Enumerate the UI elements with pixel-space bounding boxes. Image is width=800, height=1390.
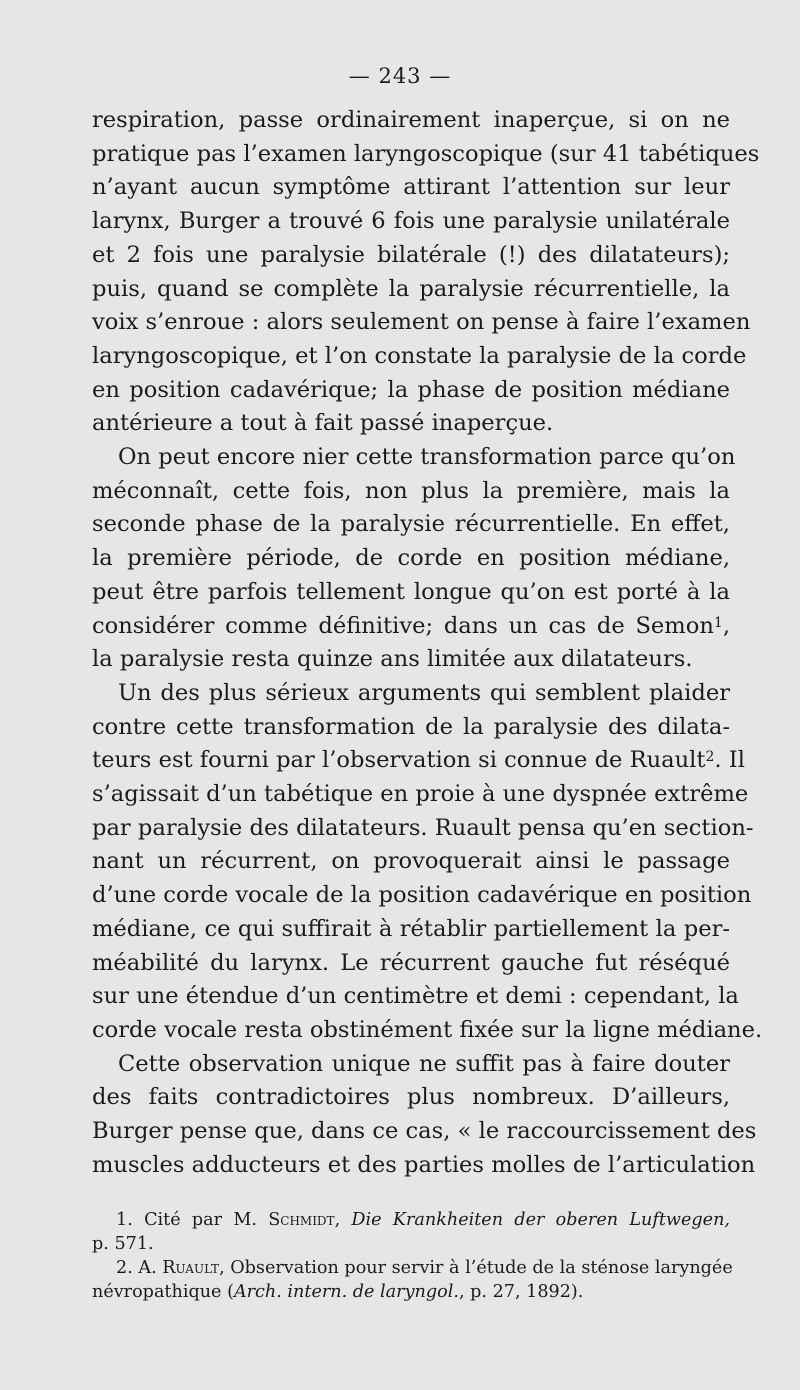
text-line: méabilité du larynx. Le récurrent gauche fut réséqué [92,949,730,976]
text-line: contre cette transformation de la paralysie des dilata- [92,713,730,740]
text-line: Burger pense que, dans ce cas, « le raccourcissement des [92,1118,757,1145]
footnote-2-cont: névropathique (Arch. intern. de laryngol., p. 27, 1892). [92,1282,584,1302]
text-line: teurs est fourni par l’observation si connue de Ruault$^2$. Il [92,747,745,774]
text-line: laryngoscopique, et l’on constate la paralysie de la corde [92,342,747,369]
footnote-2: 2. A. Ruault, Observation pour servir à l’étude de la sténose laryngée [116,1258,733,1278]
body-text [92,104,763,1183]
text-line: par paralysie des dilatateurs. Ruault pensa qu’en section- [92,814,754,841]
text-line: respiration, passe ordinairement inaperçue, si on ne [92,107,730,133]
text-line: On peut encore nier cette transformation parce qu’on [118,444,736,471]
text-line: la première période, de corde en position médiane, [92,545,730,572]
footnote-1-cont: p. 571. [92,1234,154,1254]
text-line: Un des plus sérieux arguments qui semblent plaider [118,679,730,706]
text-line: nant un récurrent, on provoquerait ainsi le passage [92,848,730,875]
text-line: sur une étendue d’un centimètre et demi : cependant, la [92,983,739,1010]
footnotes [92,1208,733,1304]
page-number: — 243 — [348,64,452,88]
text-line: larynx, Burger a trouvé 6 fois une paralysie unilatérale [92,208,730,235]
text-line: médiane, ce qui suffirait à rétablir partiellement la per- [92,915,730,942]
text-line: n’ayant aucun symptôme attirant l’attention sur leur [92,174,730,201]
footnote-ref: 1 [713,614,723,631]
text-line: Cette observation unique ne suffit pas à faire douter [118,1050,730,1077]
text-line: méconnaît, cette fois, non plus la première, mais la [92,477,730,504]
text-line: d’une corde vocale de la position cadavérique en position [92,882,752,909]
text-line: puis, quand se complète la paralysie récurrentielle, la [92,275,730,302]
text-line: muscles adducteurs et des parties molles de l’articulation [92,1151,756,1178]
text-line: corde vocale resta obstinément fixée sur la ligne médiane. [92,1016,763,1043]
text-line: des faits contradictoires plus nombreux. D’ailleurs, [92,1084,730,1111]
text-line: seconde phase de la paralysie récurrentielle. En effet, [92,511,730,538]
text-line: la paralysie resta quinze ans limitée aux dilatateurs. [92,646,693,673]
text-line: antérieure a tout à fait passé inaperçue. [92,410,554,437]
text-line: peut être parfois tellement longue qu’on est porté à la [92,578,730,605]
text-line: considérer comme définitive; dans un cas de Semon$^1$, [92,612,730,639]
text-line: pratique pas l’examen laryngoscopique (sur 41 tabétiques [92,140,760,167]
footnote-ref: 2 [705,749,715,766]
text-line: s’agissait d’un tabétique en proie à une dyspnée extrême [92,781,749,808]
text-line: et 2 fois une paralysie bilatérale (!) des dilatateurs); [92,241,730,268]
text-line: voix s’enroue : alors seulement on pense à faire l’examen [92,309,751,336]
text-line: en position cadavérique; la phase de position médiane [92,376,730,403]
footnote-1: 1. Cité par M. Schmidt, Die Krankheiten der oberen Luftwegen, [116,1210,731,1230]
